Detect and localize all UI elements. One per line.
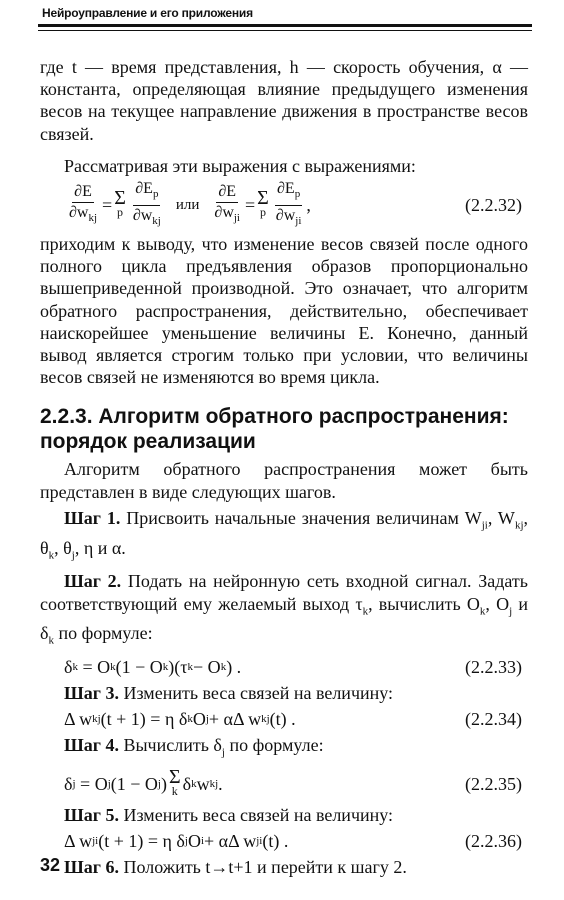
paragraph-4: Алгоритм обратного распространения может быть представлен в виде следующих шагов. xyxy=(40,459,528,502)
equation-number: (2.2.32) xyxy=(465,194,522,215)
step-5: Шаг 5. Изменить веса связей на величину: xyxy=(64,805,394,826)
equation-number: (2.2.33) xyxy=(465,657,522,678)
equation-number: (2.2.36) xyxy=(465,831,522,852)
sum-symbol: Σ p xyxy=(114,187,126,220)
equation-number: (2.2.35) xyxy=(465,774,522,795)
step-2: Шаг 2. Подать на нейронную сеть входной сигнал. Задать соответствующий ему желаемый выход $\tau_k$, вычислить $O_k$, $O_j$ и $\delta_k$ по формуле: xyxy=(40,571,528,648)
equation-2-2-36: Δ w ji (t + 1) = η δ j O i + αΔ w ji (t) . (2.2.36) xyxy=(64,831,522,852)
paragraph-1: где t — время представления, h — скорость обучения, α — константа, определяющая влияние предыдущего изменения весов на текущее направление движения в пространстве весов связей. xyxy=(40,57,528,144)
running-head: Нейроуправление и его приложения xyxy=(42,6,253,20)
section-heading: 2.2.3. Алгоритм обратного распространения: порядок реализации xyxy=(40,405,509,454)
page-body xyxy=(40,56,528,879)
step-6: Шаг 6. Положить t→t+1 и перейти к шагу 2. xyxy=(64,857,407,878)
step-1: Шаг 1. Присвоить начальные значения величинам $W_{ji}$, $W_{kj}$, $\theta_k$, $\theta_j$, η и α. xyxy=(40,507,528,562)
paragraph-3: приходим к выводу, что изменение весов связей после одного полного цикла предъявления образов пропорционально вышеприведенной производной. Это означает, что алгоритм обратного распространения, действительно, обеспечивает наискорейшее уменьшение величины E. Конечно, данный вывод является строгим только при условии, что величины весов связей не изменяются во время цикла. xyxy=(40,234,528,388)
paragraph-2: Рассматривая эти выражения с выражениями: xyxy=(64,155,416,176)
fraction-denominator: ∂w xyxy=(69,203,89,221)
equation-number: (2.2.34) xyxy=(465,709,522,730)
page-number: 32 xyxy=(40,855,61,875)
equation-2-2-32: $\frac{\partial E}{\partial w_{kj}}$ = Σ p $\frac{\partial E_p}{\partial w_{kj}}$ или $\frac{\partial E}{\partial w_{ji}}$ = Σ p $\frac{\partial E_p}{\partial w_{ji}}$ , (2.2.32) xyxy=(69,180,522,227)
step-4: Шаг 4. Вычислить $\delta_j$ по формуле: xyxy=(64,735,324,760)
word-or: или xyxy=(175,196,200,213)
equation-2-2-35: δ j = O j (1 − O j ) Σ k δ k w kj . (2.2.35) xyxy=(64,766,522,799)
header-rule-thin xyxy=(38,30,532,31)
equation-2-2-33: δ k = O k (1 − O k )(τ k − O k ) . (2.2.33) xyxy=(64,657,522,678)
equation-2-2-34: Δ w kj (t + 1) = η δ k O j + αΔ w kj (t) . (2.2.34) xyxy=(64,709,522,730)
header-rule-thick xyxy=(38,24,532,27)
fraction-numerator: ∂E xyxy=(72,182,94,203)
step-3: Шаг 3. Изменить веса связей на величину: xyxy=(64,683,394,704)
